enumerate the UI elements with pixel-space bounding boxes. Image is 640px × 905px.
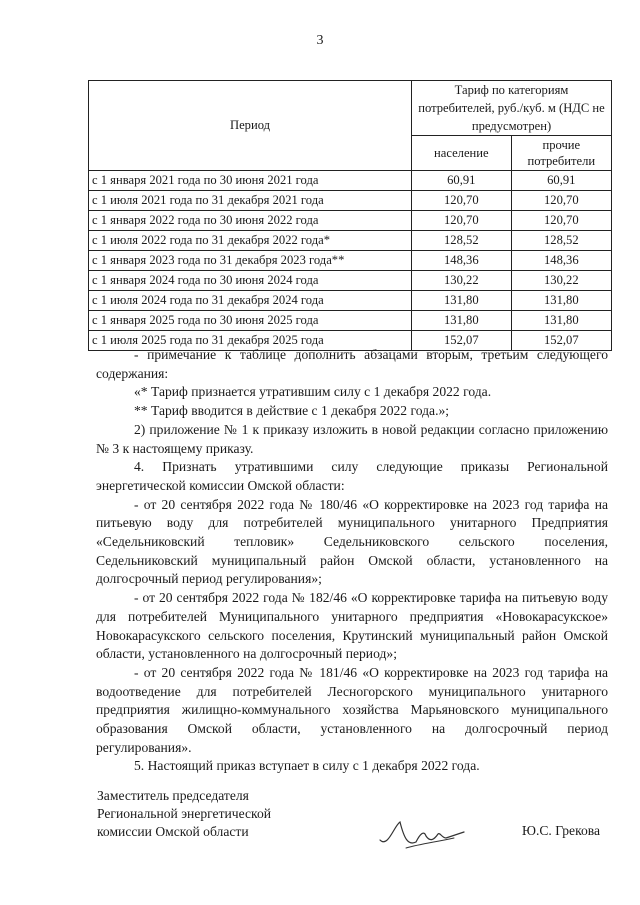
row-other-tariff: 120,70 [511, 191, 611, 211]
row-period: с 1 июля 2025 года по 31 декабря 2025 года [89, 331, 412, 351]
table-row [89, 271, 612, 291]
paragraph-order-181: - от 20 сентября 2022 года № 181/46 «О корректировке на 2023 год тарифа на водоотведение для потребителей Лесногорского муниципального унитарного предприятия жилищно-коммунального хозяйства Марьяновского муниципального образования Омской области, установленного на долгосрочный период регулирования». [96, 664, 608, 755]
row-other-tariff: 120,70 [511, 211, 611, 231]
row-population-tariff: 152,07 [412, 331, 512, 351]
header-other: прочие потребители [511, 136, 611, 171]
row-population-tariff: 131,80 [412, 311, 512, 331]
row-population-tariff: 148,36 [412, 251, 512, 271]
row-period: с 1 января 2023 года по 31 декабря 2023 года** [89, 251, 412, 271]
row-population-tariff: 128,52 [412, 231, 512, 251]
row-period: с 1 января 2024 года по 30 июня 2024 года [89, 271, 412, 291]
page-number: 3 [316, 33, 324, 48]
row-population-tariff: 120,70 [412, 191, 512, 211]
paragraph-item-4: 4. Признать утратившими силу следующие приказы Региональной энергетической комиссии Омской области: [96, 459, 608, 493]
table-row [89, 251, 612, 271]
header-period: Период [89, 81, 412, 171]
handwritten-signature [376, 812, 468, 854]
row-other-tariff: 60,91 [511, 171, 611, 191]
paragraph-order-182: - от 20 сентября 2022 года № 182/46 «О корректировке тарифа на питьевую воду для потребителей Муниципального унитарного предприятия «Новокарасукское» Новокарасукского сельского поселения, Крутинский муниципальный район Омской области, установленного на долгосрочный период»; [96, 590, 608, 662]
row-other-tariff: 128,52 [511, 231, 611, 251]
row-period: с 1 января 2021 года по 30 июня 2021 года [89, 171, 412, 191]
table-row [89, 231, 612, 251]
row-period: с 1 января 2025 года по 30 июня 2025 года [89, 311, 412, 331]
tariff-table [88, 80, 612, 351]
row-period: с 1 июля 2024 года по 31 декабря 2024 года [89, 291, 412, 311]
row-period: с 1 июля 2022 года по 31 декабря 2022 года* [89, 231, 412, 251]
row-population-tariff: 120,70 [412, 211, 512, 231]
table-row [89, 191, 612, 211]
row-period: с 1 июля 2021 года по 31 декабря 2021 года [89, 191, 412, 211]
row-other-tariff: 131,80 [511, 291, 611, 311]
paragraph-order-180: - от 20 сентября 2022 года № 180/46 «О корректировке на 2023 год тарифа на питьевую воду для потребителей муниципального унитарного Предприятия «Седельниковский тепловик» Седельниковского сельского поселения, Седельниковский муниципальный район Омской области, установленного на долгосрочный период регулирования»; [96, 496, 608, 587]
body-text [96, 346, 608, 776]
table-row [89, 171, 612, 191]
signatory-title-line: Заместитель председателя [97, 788, 249, 803]
paragraph-item-5: 5. Настоящий приказ вступает в силу с 1 декабря 2022 года. [134, 758, 480, 774]
row-population-tariff: 131,80 [412, 291, 512, 311]
header-tariff: Тариф по категориям потребителей, руб./куб. м (НДС не предусмотрен) [412, 81, 612, 136]
row-population-tariff: 130,22 [412, 271, 512, 291]
signatory-title-line: Региональной энергетической [97, 806, 272, 821]
table-header-row [89, 81, 612, 136]
table-row [89, 311, 612, 331]
row-other-tariff: 131,80 [511, 311, 611, 331]
signatory-title [97, 787, 271, 841]
paragraph-item-2: 2) приложение № 1 к приказу изложить в новой редакции согласно приложению № 3 к настоящему приказу. [96, 421, 608, 456]
signatory-name: Ю.С. Грекова [522, 823, 601, 838]
header-population: население [412, 136, 512, 171]
table-row [89, 211, 612, 231]
paragraph-footnote-1: «* Тариф признается утратившим силу с 1 декабря 2022 года. [134, 384, 492, 400]
table-row [89, 291, 612, 311]
row-other-tariff: 130,22 [511, 271, 611, 291]
row-other-tariff: 152,07 [511, 331, 611, 351]
signatory-title-line: комиссии Омской области [97, 824, 249, 839]
paragraph-note-amendment: - примечание к таблице дополнить абзацами вторым, третьим следующего содержания: [96, 347, 608, 381]
row-other-tariff: 148,36 [511, 251, 611, 271]
paragraph-footnote-2: ** Тариф вводится в действие с 1 декабря 2022 года.»; [134, 403, 450, 419]
row-population-tariff: 60,91 [412, 171, 512, 191]
row-period: с 1 января 2022 года по 30 июня 2022 года [89, 211, 412, 231]
